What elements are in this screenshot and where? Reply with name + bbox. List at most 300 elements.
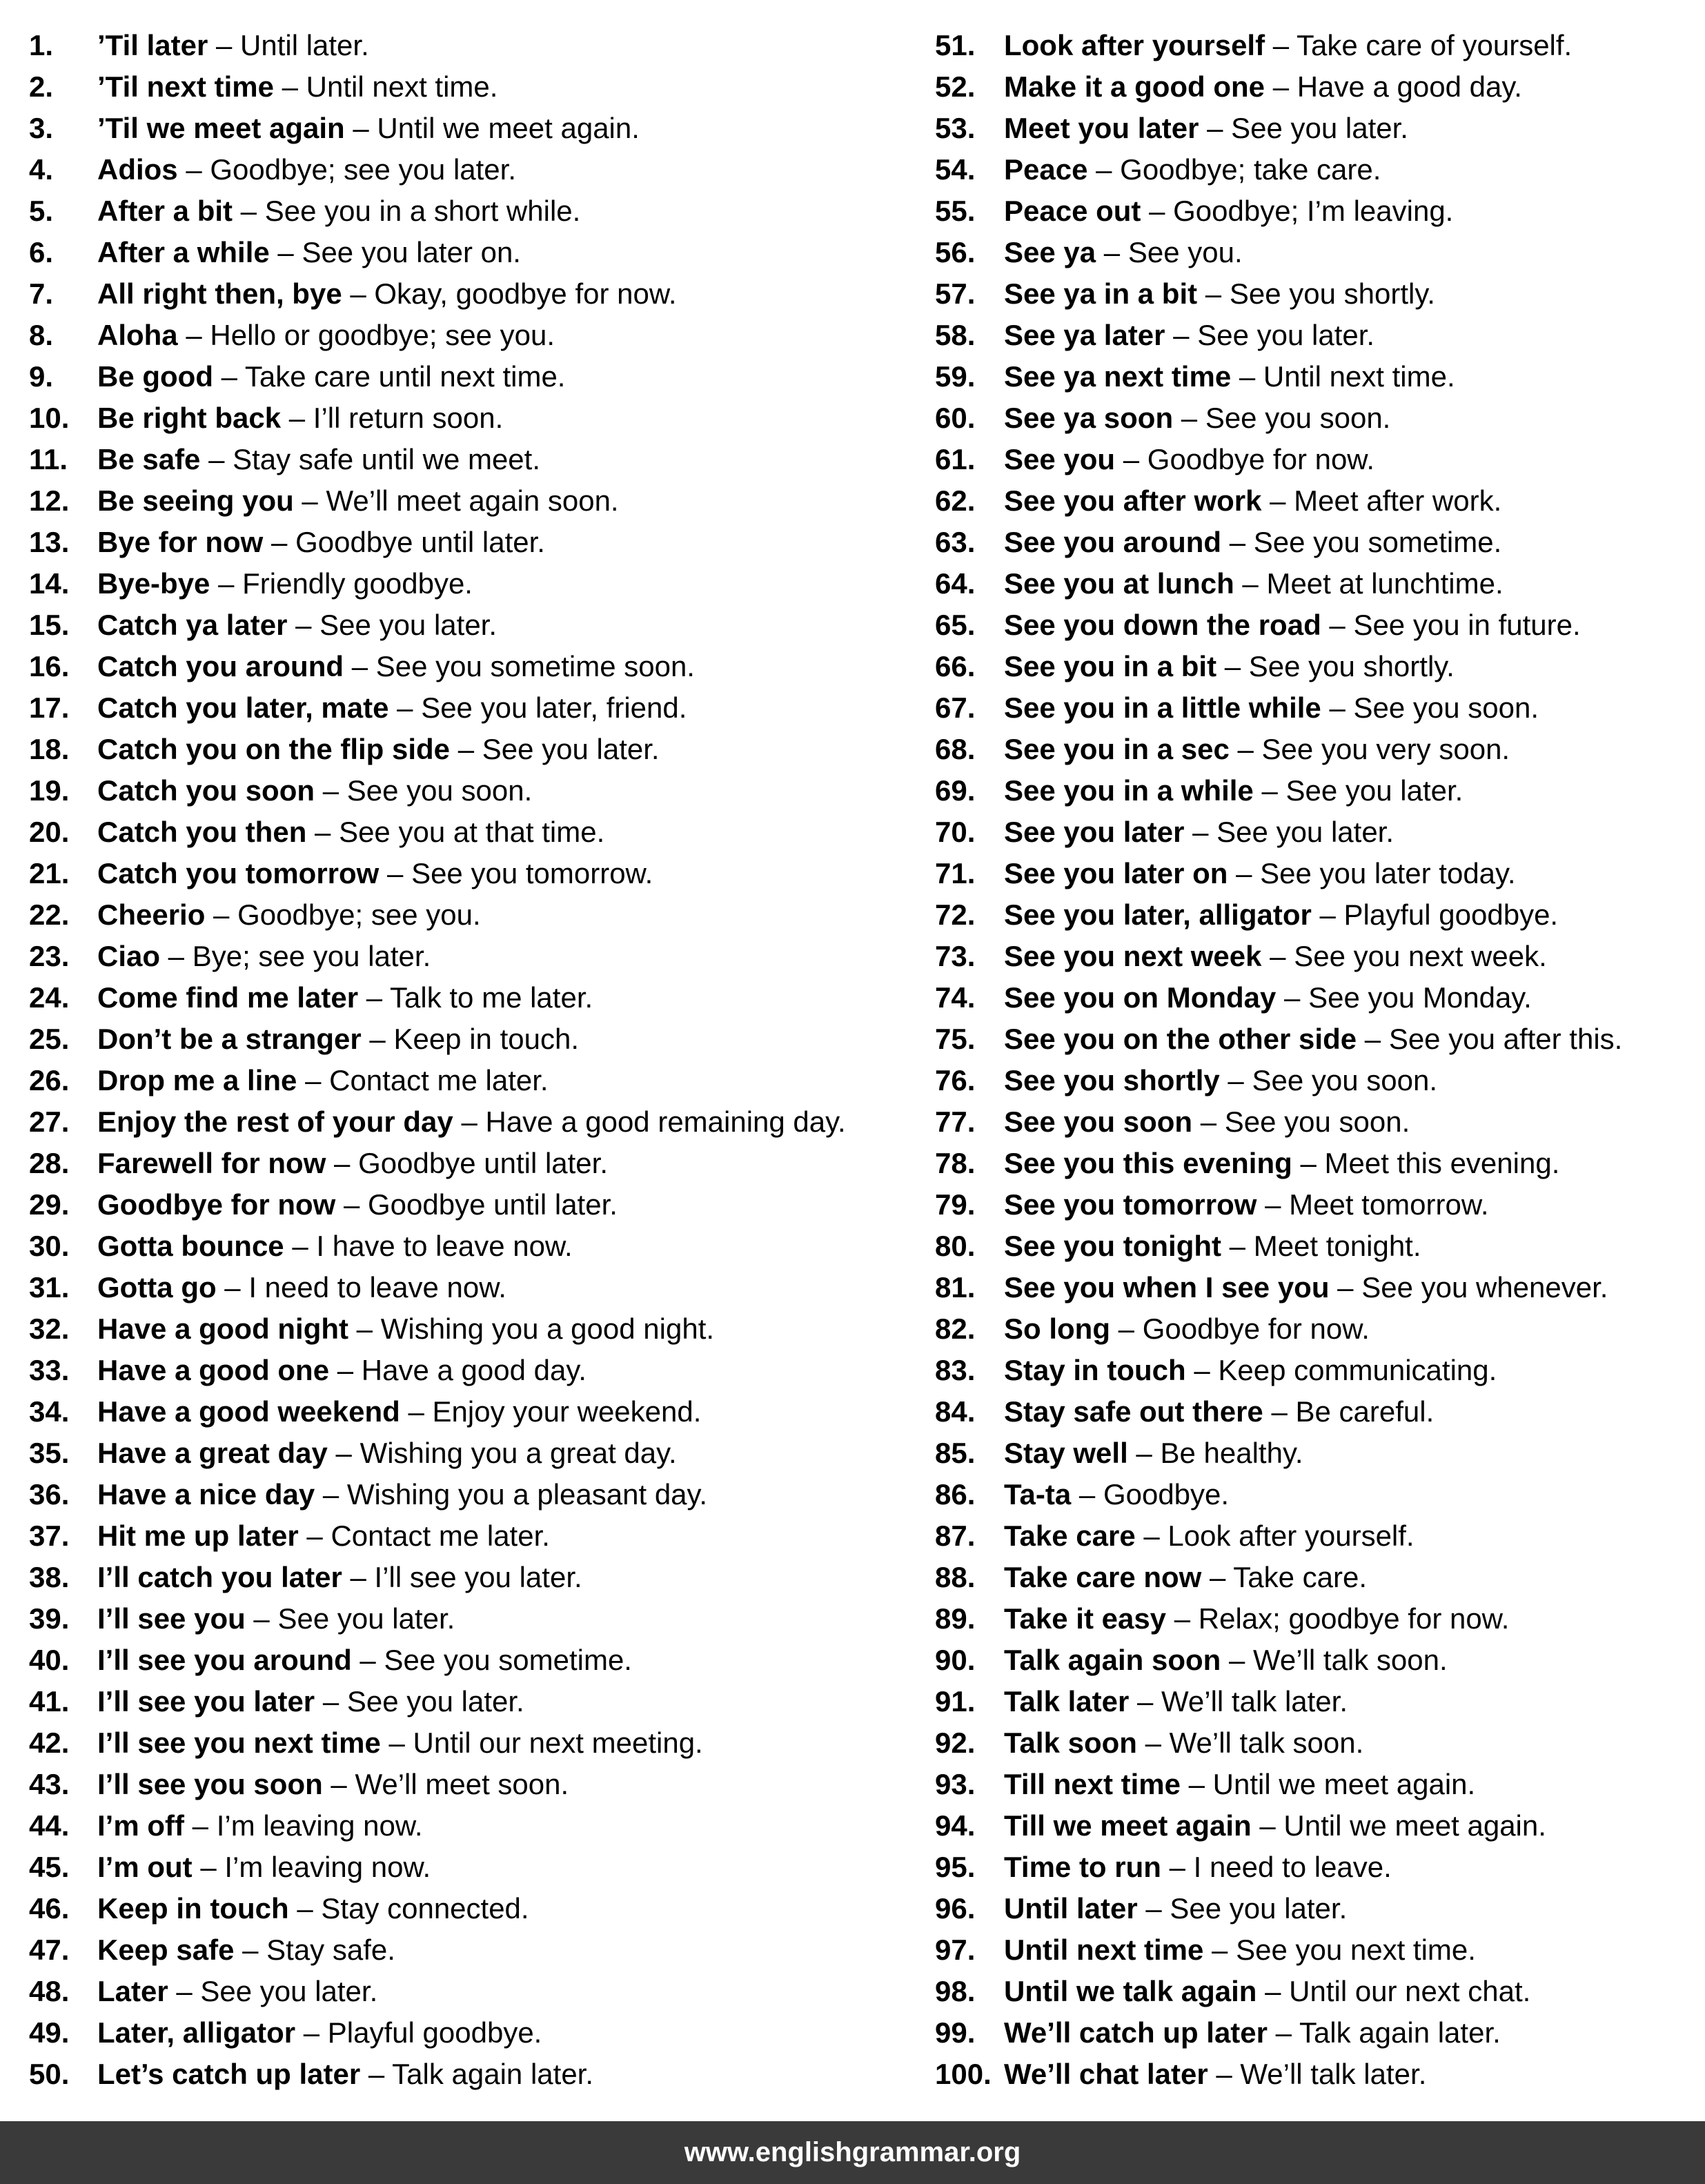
item-text bbox=[1004, 1681, 1348, 1722]
item-text bbox=[97, 1557, 582, 1598]
phrase-list-item bbox=[29, 687, 912, 729]
item-meaning: Relax; goodbye for now. bbox=[1198, 1602, 1510, 1635]
item-number: 55. bbox=[935, 195, 976, 227]
footer-bar bbox=[0, 2121, 1705, 2184]
item-meaning: See you Monday. bbox=[1308, 981, 1532, 1014]
phrase-list-item bbox=[935, 66, 1694, 108]
item-text bbox=[97, 563, 473, 604]
item-phrase: See ya bbox=[1004, 236, 1096, 268]
item-number: 11. bbox=[29, 443, 68, 475]
item-number: 50. bbox=[29, 2058, 70, 2090]
item-meaning: I’m leaving now. bbox=[224, 1851, 431, 1883]
item-number: 85. bbox=[935, 1437, 976, 1469]
item-separator: – bbox=[1201, 1561, 1234, 1593]
phrase-list-item bbox=[935, 729, 1694, 770]
item-phrase: Catch you then bbox=[97, 816, 307, 848]
item-text bbox=[1004, 1847, 1392, 1888]
item-meaning: Goodbye until later. bbox=[358, 1147, 608, 1179]
item-number: 13. bbox=[29, 526, 70, 558]
item-phrase: See you later on bbox=[1004, 857, 1228, 889]
item-number: 45. bbox=[29, 1851, 70, 1883]
phrase-list-item bbox=[935, 1308, 1694, 1350]
item-text bbox=[1004, 1143, 1559, 1184]
item-text bbox=[1004, 522, 1501, 563]
item-separator: – bbox=[1263, 1395, 1296, 1428]
item-separator: – bbox=[1276, 981, 1309, 1014]
item-separator: – bbox=[1292, 1147, 1325, 1179]
item-meaning: See you next week. bbox=[1294, 940, 1547, 972]
item-number: 66. bbox=[935, 650, 976, 682]
item-meaning: See you later. bbox=[346, 1685, 524, 1718]
item-number: 91. bbox=[935, 1685, 976, 1718]
item-phrase: See you on the other side bbox=[1004, 1023, 1357, 1055]
phrase-list-item bbox=[935, 232, 1694, 273]
item-text bbox=[97, 977, 593, 1019]
item-separator: – bbox=[245, 1602, 278, 1635]
item-text bbox=[97, 894, 481, 936]
item-separator: – bbox=[1311, 898, 1344, 931]
phrase-list-item bbox=[29, 1971, 912, 2012]
phrase-list-item bbox=[29, 1101, 912, 1143]
item-number: 84. bbox=[935, 1395, 976, 1428]
phrase-list-item bbox=[935, 522, 1694, 563]
item-phrase: See you soon bbox=[1004, 1105, 1193, 1138]
item-meaning: I’m leaving now. bbox=[216, 1809, 423, 1842]
item-separator: – bbox=[379, 857, 412, 889]
phrase-list-item bbox=[29, 480, 912, 522]
item-meaning: See you after this. bbox=[1388, 1023, 1623, 1055]
item-separator: – bbox=[168, 1975, 201, 2007]
item-separator: – bbox=[284, 1230, 317, 1262]
phrase-list-item bbox=[29, 1143, 912, 1184]
item-phrase: See you in a sec bbox=[1004, 733, 1230, 765]
phrase-list-item bbox=[29, 1598, 912, 1640]
phrase-list-item bbox=[935, 273, 1694, 315]
item-number: 43. bbox=[29, 1768, 70, 1800]
item-meaning: Goodbye; see you. bbox=[237, 898, 481, 931]
item-number: 68. bbox=[935, 733, 976, 765]
item-phrase: I’ll see you around bbox=[97, 1644, 352, 1676]
item-separator: – bbox=[1261, 484, 1294, 517]
item-number: 97. bbox=[935, 1934, 976, 1966]
item-text bbox=[97, 1143, 608, 1184]
phrase-list-item bbox=[935, 1971, 1694, 2012]
phrase-list-item bbox=[935, 936, 1694, 977]
phrase-list-item bbox=[29, 853, 912, 894]
item-meaning: See you later. bbox=[277, 1602, 455, 1635]
item-number: 71. bbox=[935, 857, 976, 889]
item-text bbox=[1004, 1474, 1229, 1515]
item-number: 65. bbox=[935, 609, 976, 641]
item-number: 52. bbox=[935, 70, 976, 103]
item-phrase: See you on Monday bbox=[1004, 981, 1277, 1014]
item-phrase: Drop me a line bbox=[97, 1064, 297, 1096]
item-phrase: Catch ya later bbox=[97, 609, 288, 641]
item-number: 7. bbox=[29, 277, 54, 310]
item-number: 98. bbox=[935, 1975, 976, 2007]
phrase-list-item bbox=[29, 1350, 912, 1391]
item-number: 18. bbox=[29, 733, 70, 765]
phrase-list-item bbox=[29, 894, 912, 936]
item-meaning: Stay safe. bbox=[266, 1934, 395, 1966]
item-number: 74. bbox=[935, 981, 976, 1014]
item-phrase: See you in a while bbox=[1004, 774, 1254, 807]
item-meaning: See you sometime. bbox=[384, 1644, 632, 1676]
item-separator: – bbox=[1229, 733, 1262, 765]
item-phrase: Have a great day bbox=[97, 1437, 328, 1469]
item-meaning: See you tomorrow. bbox=[411, 857, 653, 889]
item-phrase: I’ll see you soon bbox=[97, 1768, 323, 1800]
item-number: 22. bbox=[29, 898, 70, 931]
item-text bbox=[1004, 1226, 1421, 1267]
item-meaning: Take care of yourself. bbox=[1297, 29, 1573, 61]
item-meaning: See you later, friend. bbox=[421, 691, 687, 724]
phrase-list-item bbox=[935, 1101, 1694, 1143]
item-text bbox=[1004, 315, 1374, 356]
item-number: 64. bbox=[935, 567, 976, 600]
phrase-list-item bbox=[935, 687, 1694, 729]
item-phrase: Don’t be a stranger bbox=[97, 1023, 362, 1055]
item-phrase: Look after yourself bbox=[1004, 29, 1265, 61]
item-separator: – bbox=[1261, 940, 1294, 972]
phrase-list-item bbox=[29, 1060, 912, 1101]
item-separator: – bbox=[1199, 112, 1232, 144]
item-text bbox=[97, 1184, 618, 1226]
item-text bbox=[97, 1391, 701, 1433]
item-meaning: See you later. bbox=[1231, 112, 1408, 144]
item-number: 3. bbox=[29, 112, 54, 144]
item-phrase: See ya in a bit bbox=[1004, 277, 1198, 310]
item-phrase: Come find me later bbox=[97, 981, 359, 1014]
item-text bbox=[1004, 108, 1408, 149]
item-meaning: Goodbye. bbox=[1103, 1478, 1230, 1511]
item-separator: – bbox=[1219, 1064, 1252, 1096]
item-text bbox=[97, 1929, 395, 1971]
phrase-list-item bbox=[935, 190, 1694, 232]
item-text bbox=[97, 149, 516, 190]
item-meaning: See you later. bbox=[1170, 1892, 1348, 1925]
item-text bbox=[1004, 1764, 1475, 1805]
item-number: 16. bbox=[29, 650, 70, 682]
phrase-list-item bbox=[29, 1640, 912, 1681]
phrase-list-item bbox=[29, 977, 912, 1019]
item-text bbox=[1004, 1722, 1363, 1764]
item-number: 73. bbox=[935, 940, 976, 972]
item-phrase: Talk soon bbox=[1004, 1726, 1137, 1759]
item-phrase: See you shortly bbox=[1004, 1064, 1220, 1096]
item-separator: – bbox=[1184, 816, 1217, 848]
item-meaning: Have a good day. bbox=[361, 1354, 587, 1386]
item-number: 47. bbox=[29, 1934, 70, 1966]
item-phrase: Be seeing you bbox=[97, 484, 294, 517]
item-separator: – bbox=[1321, 609, 1354, 641]
item-separator: – bbox=[1253, 774, 1286, 807]
item-separator: – bbox=[1216, 650, 1249, 682]
item-phrase: See you around bbox=[1004, 526, 1222, 558]
phrase-list-item bbox=[29, 646, 912, 687]
item-meaning: Until next time. bbox=[306, 70, 498, 103]
phrase-list-item bbox=[29, 315, 912, 356]
item-text bbox=[97, 480, 619, 522]
item-phrase: We’ll catch up later bbox=[1004, 2016, 1268, 2049]
phrase-list-item bbox=[29, 1267, 912, 1308]
item-number: 31. bbox=[29, 1271, 70, 1303]
item-separator: – bbox=[184, 1809, 217, 1842]
phrase-list-item bbox=[29, 397, 912, 439]
phrase-list-item bbox=[935, 894, 1694, 936]
item-meaning: Enjoy your weekend. bbox=[432, 1395, 702, 1428]
item-phrase: ’Til next time bbox=[97, 70, 274, 103]
item-text bbox=[97, 1598, 455, 1640]
item-phrase: Catch you around bbox=[97, 650, 344, 682]
phrase-list-item bbox=[935, 356, 1694, 397]
item-text bbox=[97, 315, 555, 356]
item-number: 10. bbox=[29, 402, 70, 434]
item-meaning: Be careful. bbox=[1295, 1395, 1435, 1428]
item-text bbox=[97, 1515, 550, 1557]
item-meaning: Keep in touch. bbox=[393, 1023, 579, 1055]
item-phrase: Let’s catch up later bbox=[97, 2058, 361, 2090]
item-phrase: I’ll see you next time bbox=[97, 1726, 381, 1759]
item-phrase: Adios bbox=[97, 153, 178, 186]
item-separator: – bbox=[1268, 2016, 1299, 2049]
item-meaning: Until later. bbox=[240, 29, 369, 61]
item-meaning: Wishing you a great day. bbox=[359, 1437, 677, 1469]
phrase-list-item bbox=[935, 1143, 1694, 1184]
phrase-list-item bbox=[29, 273, 912, 315]
item-text bbox=[97, 1350, 587, 1391]
item-phrase: Talk later bbox=[1004, 1685, 1130, 1718]
item-separator: – bbox=[1197, 277, 1230, 310]
item-phrase: Have a good one bbox=[97, 1354, 330, 1386]
item-text bbox=[97, 1722, 703, 1764]
item-separator: – bbox=[1137, 1892, 1170, 1925]
item-phrase: After a while bbox=[97, 236, 270, 268]
phrase-list-item bbox=[935, 1267, 1694, 1308]
item-number: 92. bbox=[935, 1726, 976, 1759]
item-phrase: Until we talk again bbox=[1004, 1975, 1257, 2007]
item-text bbox=[1004, 770, 1463, 811]
item-text bbox=[1004, 190, 1453, 232]
phrase-list-item bbox=[935, 1184, 1694, 1226]
item-text bbox=[1004, 1019, 1622, 1060]
item-text bbox=[1004, 936, 1547, 977]
item-text bbox=[97, 604, 497, 646]
item-meaning: We’ll talk later. bbox=[1240, 2058, 1427, 2090]
item-number: 99. bbox=[935, 2016, 976, 2049]
item-separator: – bbox=[295, 2016, 328, 2049]
item-text bbox=[97, 853, 653, 894]
item-number: 46. bbox=[29, 1892, 70, 1925]
item-phrase: Catch you tomorrow bbox=[97, 857, 380, 889]
item-text bbox=[97, 687, 687, 729]
item-number: 1. bbox=[29, 29, 54, 61]
item-phrase: Be right back bbox=[97, 402, 282, 434]
item-number: 44. bbox=[29, 1809, 70, 1842]
item-phrase: Have a good weekend bbox=[97, 1395, 400, 1428]
item-text bbox=[97, 2012, 542, 2054]
item-text bbox=[97, 811, 604, 853]
item-phrase: Stay well bbox=[1004, 1437, 1128, 1469]
item-meaning: We’ll talk soon. bbox=[1169, 1726, 1364, 1759]
item-meaning: We’ll talk soon. bbox=[1253, 1644, 1448, 1676]
item-number: 48. bbox=[29, 1975, 70, 2007]
item-separator: – bbox=[1110, 1312, 1143, 1345]
item-text bbox=[1004, 1433, 1303, 1474]
item-number: 69. bbox=[935, 774, 976, 807]
phrase-list-item bbox=[935, 1681, 1694, 1722]
phrase-list-item bbox=[935, 1888, 1694, 1929]
item-phrase: See you tomorrow bbox=[1004, 1188, 1257, 1221]
item-phrase: I’m off bbox=[97, 1809, 184, 1842]
item-separator: – bbox=[160, 940, 193, 972]
phrase-list-item bbox=[935, 397, 1694, 439]
item-number: 60. bbox=[935, 402, 976, 434]
item-phrase: See you in a little while bbox=[1004, 691, 1321, 724]
item-phrase: Aloha bbox=[97, 319, 178, 351]
item-text bbox=[1004, 646, 1455, 687]
item-text bbox=[1004, 149, 1381, 190]
item-separator: – bbox=[1161, 1851, 1194, 1883]
phrase-list-item bbox=[29, 1557, 912, 1598]
phrase-list-item bbox=[935, 604, 1694, 646]
item-text bbox=[97, 25, 369, 66]
phrase-list-item bbox=[935, 2054, 1694, 2095]
item-text bbox=[1004, 273, 1435, 315]
item-number: 53. bbox=[935, 112, 976, 144]
item-phrase: Ciao bbox=[97, 940, 161, 972]
item-text bbox=[1004, 604, 1581, 646]
item-text bbox=[97, 1308, 714, 1350]
item-text bbox=[97, 770, 532, 811]
item-meaning: Meet this evening. bbox=[1324, 1147, 1560, 1179]
item-meaning: See you shortly. bbox=[1248, 650, 1455, 682]
item-number: 94. bbox=[935, 1809, 976, 1842]
item-phrase: See you this evening bbox=[1004, 1147, 1292, 1179]
item-separator: – bbox=[1357, 1023, 1389, 1055]
item-text bbox=[97, 397, 503, 439]
item-separator: – bbox=[1096, 236, 1128, 268]
item-text bbox=[1004, 2054, 1426, 2095]
item-text bbox=[1004, 1640, 1448, 1681]
item-text bbox=[97, 1019, 579, 1060]
item-meaning: Bye; see you later. bbox=[192, 940, 431, 972]
item-number: 75. bbox=[935, 1023, 976, 1055]
item-meaning: I need to leave. bbox=[1193, 1851, 1392, 1883]
item-separator: – bbox=[298, 1519, 331, 1552]
item-phrase: Enjoy the rest of your day bbox=[97, 1105, 453, 1138]
item-separator: – bbox=[205, 898, 238, 931]
item-text bbox=[1004, 563, 1504, 604]
item-separator: – bbox=[1221, 526, 1254, 558]
item-phrase: See you at lunch bbox=[1004, 567, 1234, 600]
item-meaning: See you. bbox=[1127, 236, 1243, 268]
item-separator: – bbox=[273, 70, 306, 103]
item-text bbox=[1004, 1515, 1415, 1557]
item-phrase: Have a nice day bbox=[97, 1478, 315, 1511]
item-phrase: Peace out bbox=[1004, 195, 1141, 227]
item-text bbox=[97, 1433, 677, 1474]
item-text bbox=[1004, 811, 1394, 853]
phrase-list-item bbox=[29, 729, 912, 770]
item-text bbox=[1004, 1971, 1530, 2012]
item-phrase: Catch you soon bbox=[97, 774, 315, 807]
item-text bbox=[1004, 1267, 1608, 1308]
item-meaning: Goodbye until later. bbox=[295, 526, 545, 558]
item-number: 76. bbox=[935, 1064, 976, 1096]
item-phrase: Until later bbox=[1004, 1892, 1138, 1925]
item-text bbox=[97, 1474, 707, 1515]
phrase-list-item bbox=[935, 1929, 1694, 1971]
item-meaning: Be healthy. bbox=[1160, 1437, 1303, 1469]
item-phrase: See ya soon bbox=[1004, 402, 1174, 434]
item-number: 100. bbox=[935, 2058, 992, 2090]
phrase-list-left-column bbox=[29, 25, 912, 2095]
item-meaning: Stay safe until we meet. bbox=[233, 443, 541, 475]
item-text bbox=[1004, 977, 1532, 1019]
item-text bbox=[1004, 687, 1539, 729]
item-number: 54. bbox=[935, 153, 976, 186]
item-text bbox=[97, 356, 565, 397]
item-separator: – bbox=[281, 402, 313, 434]
phrase-list-item bbox=[29, 811, 912, 853]
item-number: 25. bbox=[29, 1023, 70, 1055]
item-number: 67. bbox=[935, 691, 976, 724]
item-separator: – bbox=[1173, 402, 1205, 434]
item-number: 33. bbox=[29, 1354, 70, 1386]
item-separator: – bbox=[1228, 857, 1261, 889]
item-text bbox=[97, 646, 695, 687]
item-number: 42. bbox=[29, 1726, 70, 1759]
item-number: 93. bbox=[935, 1768, 976, 1800]
item-separator: – bbox=[1329, 1271, 1362, 1303]
item-text bbox=[1004, 66, 1522, 108]
item-number: 88. bbox=[935, 1561, 976, 1593]
item-phrase: Talk again soon bbox=[1004, 1644, 1221, 1676]
item-text bbox=[97, 1060, 549, 1101]
item-text bbox=[1004, 1308, 1370, 1350]
phrase-list-item bbox=[29, 770, 912, 811]
item-number: 20. bbox=[29, 816, 70, 848]
phrase-list-item bbox=[935, 1391, 1694, 1433]
item-separator: – bbox=[344, 112, 377, 144]
item-number: 8. bbox=[29, 319, 54, 351]
phrase-list-item bbox=[29, 522, 912, 563]
item-phrase: I’ll catch you later bbox=[97, 1561, 342, 1593]
item-phrase: All right then, bye bbox=[97, 277, 342, 310]
item-phrase: See you tonight bbox=[1004, 1230, 1221, 1262]
item-separator: – bbox=[1265, 29, 1297, 61]
phrase-list-item bbox=[29, 1474, 912, 1515]
item-meaning: I need to leave now. bbox=[248, 1271, 506, 1303]
phrase-list-item bbox=[29, 439, 912, 480]
phrase-list-item bbox=[29, 2054, 912, 2095]
item-text bbox=[1004, 397, 1390, 439]
item-text bbox=[1004, 729, 1510, 770]
item-text bbox=[1004, 853, 1516, 894]
phrase-list-item bbox=[935, 1019, 1694, 1060]
item-meaning: We’ll meet again soon. bbox=[326, 484, 619, 517]
phrase-list-item bbox=[935, 811, 1694, 853]
item-separator: – bbox=[361, 1023, 394, 1055]
item-meaning: Playful goodbye. bbox=[1343, 898, 1559, 931]
item-phrase: Stay safe out there bbox=[1004, 1395, 1263, 1428]
item-number: 80. bbox=[935, 1230, 976, 1262]
phrase-list-item bbox=[935, 770, 1694, 811]
item-text bbox=[1004, 1888, 1347, 1929]
item-text bbox=[1004, 1805, 1546, 1847]
item-meaning: Goodbye for now. bbox=[1142, 1312, 1370, 1345]
